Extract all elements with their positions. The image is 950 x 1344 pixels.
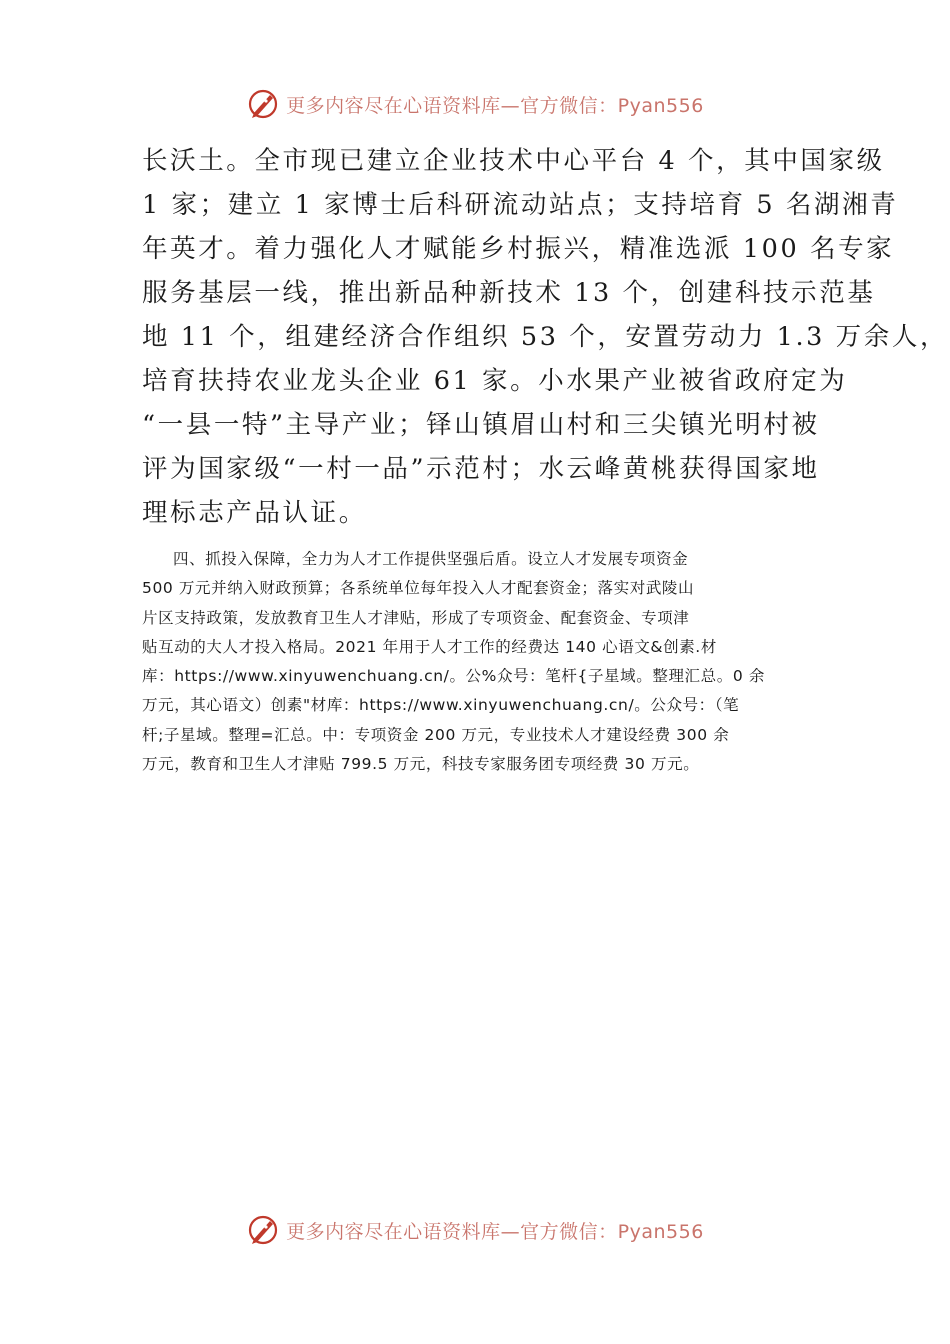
footer-banner-text: 更多内容尽在心语资料库—官方微信：Pyan556 (286, 1220, 704, 1243)
text-line: 片区支持政策，发放教育卫生人才津贴，形成了专项资金、配套资金、专项津 (142, 608, 690, 627)
text-line: 培育扶持农业龙头企业 61 家。小水果产业被省政府定为 (142, 366, 848, 396)
paragraph-large (142, 139, 949, 535)
text-line: 贴互动的大人才投入格局。2021 年用于人才工作的经费达 140 心语文&创素.材 (142, 637, 717, 656)
text-line: 长沃土。全市现已建立企业技术中心平台 4 个，其中国家级 (142, 146, 885, 176)
text-line: 地 11 个，组建经济合作组织 53 个，安置劳动力 1.3 万余人， (142, 322, 949, 352)
text-line: 500 万元并纳入财政预算；各系统单位每年投入人才配套资金；落实对武陵山 (142, 579, 695, 598)
text-line: 年英才。着力强化人才赋能乡村振兴，精准选派 100 名专家 (142, 234, 895, 264)
pen-nib-logo-icon (246, 87, 280, 121)
text-line: 1 家；建立 1 家博士后科研流动站点；支持培育 5 名湖湘青 (142, 190, 899, 220)
text-line: 理标志产品认证。 (142, 498, 367, 528)
header-banner (0, 84, 950, 124)
text-line: 万元，其心语文）创素"材库：https://www.xinyuwenchuang.cn/。公众号：（笔 (142, 696, 740, 715)
text-line: 万元，教育和卫生人才津贴 799.5 万元，科技专家服务团专项经费 30 万元。 (142, 755, 700, 774)
pen-nib-logo-icon (246, 1213, 280, 1247)
text-line: 服务基层一线，推出新品种新技术 13 个，创建科技示范基 (142, 278, 876, 308)
footer-banner (0, 1210, 950, 1250)
text-line: 库：https://www.xinyuwenchuang.cn/。公%众号：笔杆{子星域。整理汇总。0 余 (142, 667, 765, 686)
text-line: “一县一特”主导产业；铎山镇眉山村和三尖镇光明村被 (142, 410, 820, 440)
paragraph-small (142, 545, 814, 779)
header-banner-text: 更多内容尽在心语资料库—官方微信：Pyan556 (286, 94, 704, 117)
text-line: 杆;子星域。整理=汇总。中：专项资金 200 万元，专业技术人才建设经费 300 余 (142, 725, 730, 744)
text-line: 四、抓投入保障，全力为人才工作提供坚强后盾。设立人才发展专项资金 (173, 550, 689, 568)
text-line: 评为国家级“一村一品”示范村；水云峰黄桃获得国家地 (142, 454, 820, 484)
